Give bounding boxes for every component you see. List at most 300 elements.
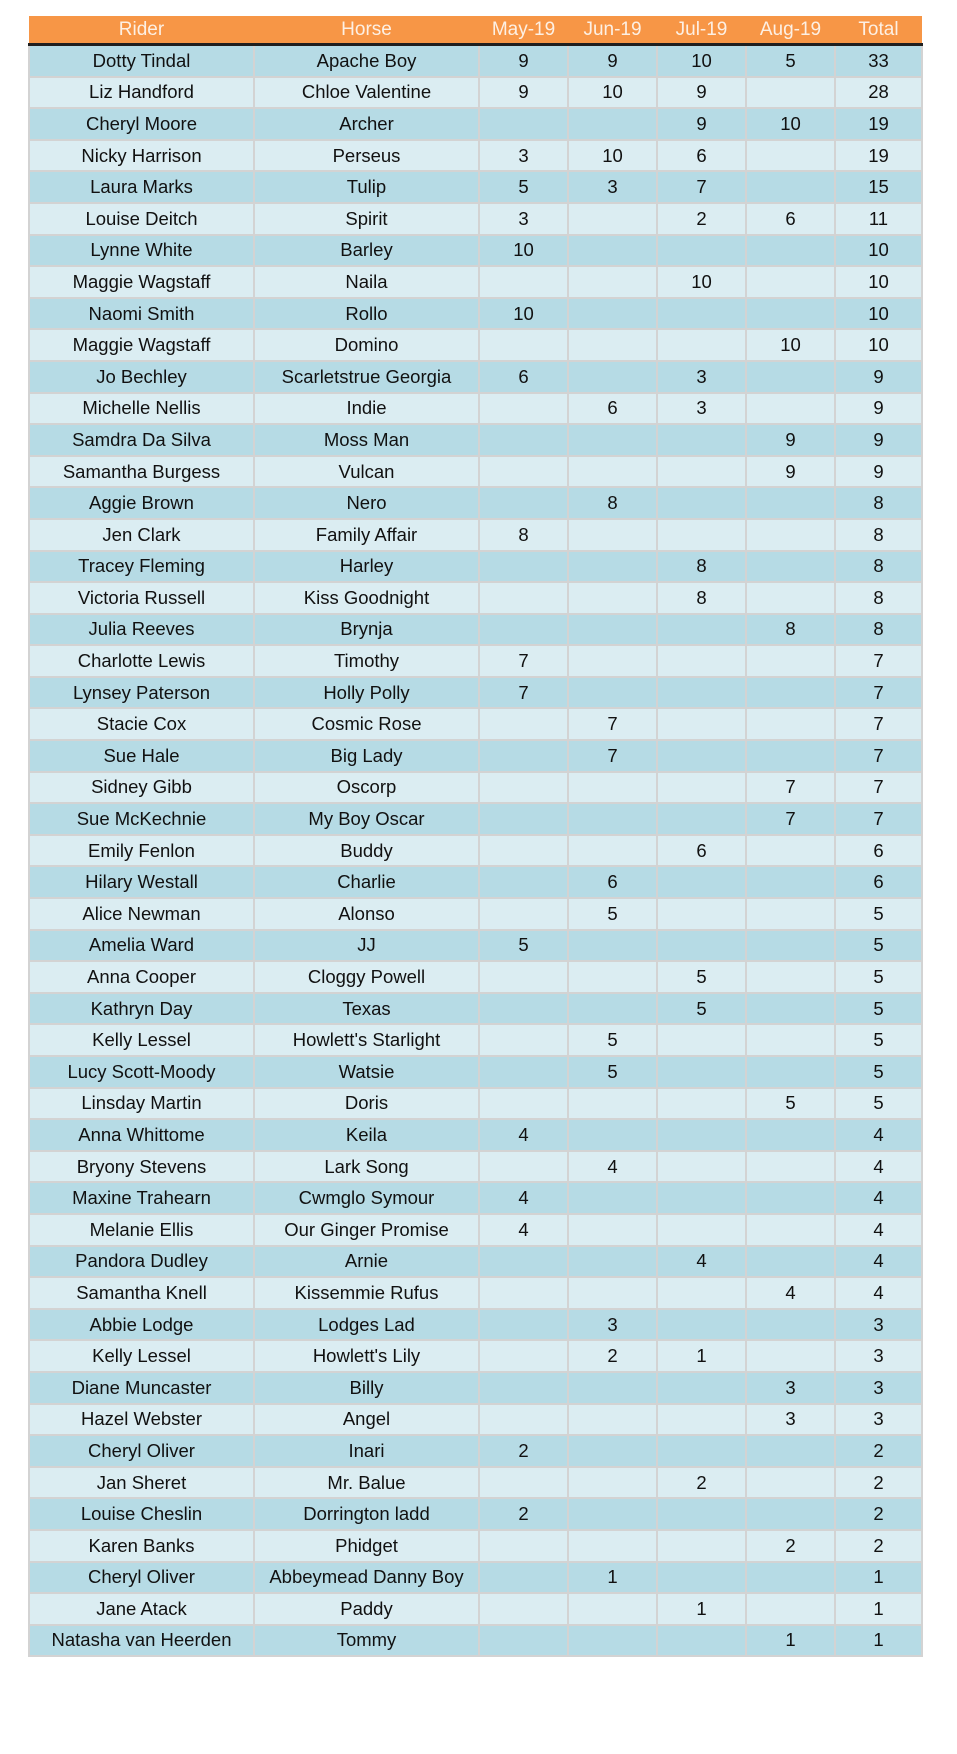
table-row: [29, 1214, 922, 1246]
may-19-cell: [479, 424, 568, 456]
total-cell: 7: [835, 677, 922, 709]
jul-19-cell: [657, 1498, 746, 1530]
aug-19-cell: [746, 1593, 835, 1625]
table-row: [29, 551, 922, 583]
jun-19-cell: [568, 1625, 657, 1657]
rider-cell: Michelle Nellis: [29, 393, 254, 425]
total-cell: 8: [835, 487, 922, 519]
may-19-cell: 6: [479, 361, 568, 393]
total-cell: 4: [835, 1246, 922, 1278]
rider-cell: Maggie Wagstaff: [29, 329, 254, 361]
total-cell: 5: [835, 930, 922, 962]
jul-19-cell: [657, 235, 746, 267]
rider-cell: Louise Deitch: [29, 203, 254, 235]
total-cell: 19: [835, 108, 922, 140]
total-cell: 7: [835, 803, 922, 835]
horse-cell: Dorrington ladd: [254, 1498, 479, 1530]
table-row: [29, 329, 922, 361]
jul-19-cell: [657, 614, 746, 646]
horse-cell: Kissemmie Rufus: [254, 1277, 479, 1309]
jul-19-cell: 5: [657, 961, 746, 993]
rider-cell: Kathryn Day: [29, 993, 254, 1025]
total-cell: 10: [835, 329, 922, 361]
aug-19-cell: [746, 740, 835, 772]
rider-cell: Liz Handford: [29, 77, 254, 109]
rider-cell: Jane Atack: [29, 1593, 254, 1625]
horse-cell: Vulcan: [254, 456, 479, 488]
aug-19-cell: [746, 77, 835, 109]
jun-19-cell: [568, 772, 657, 804]
jul-19-cell: 9: [657, 77, 746, 109]
may-19-cell: [479, 961, 568, 993]
aug-19-cell: [746, 993, 835, 1025]
jun-19-cell: [568, 582, 657, 614]
may-19-cell: [479, 803, 568, 835]
aug-19-cell: [746, 1562, 835, 1594]
horse-cell: Rollo: [254, 298, 479, 330]
aug-19-cell: [746, 1119, 835, 1151]
jul-19-cell: 10: [657, 45, 746, 77]
jun-19-cell: 7: [568, 708, 657, 740]
table-row: [29, 961, 922, 993]
rider-cell: Laura Marks: [29, 171, 254, 203]
table-row: [29, 108, 922, 140]
rider-cell: Melanie Ellis: [29, 1214, 254, 1246]
jun-19-cell: 8: [568, 487, 657, 519]
rider-cell: Victoria Russell: [29, 582, 254, 614]
jul-19-cell: 1: [657, 1340, 746, 1372]
header-row: [29, 16, 922, 45]
aug-19-cell: [746, 1056, 835, 1088]
aug-19-cell: 7: [746, 803, 835, 835]
may-19-cell: 3: [479, 203, 568, 235]
header-rider: Rider: [29, 16, 254, 45]
jul-19-cell: 10: [657, 266, 746, 298]
rider-cell: Anna Cooper: [29, 961, 254, 993]
horse-cell: Cwmglo Symour: [254, 1182, 479, 1214]
may-19-cell: [479, 1530, 568, 1562]
horse-cell: Kiss Goodnight: [254, 582, 479, 614]
rider-cell: Samantha Knell: [29, 1277, 254, 1309]
horse-cell: Barley: [254, 235, 479, 267]
total-cell: 10: [835, 266, 922, 298]
horse-cell: Cosmic Rose: [254, 708, 479, 740]
jul-19-cell: [657, 329, 746, 361]
aug-19-cell: [746, 1182, 835, 1214]
rider-cell: Stacie Cox: [29, 708, 254, 740]
horse-cell: Oscorp: [254, 772, 479, 804]
jun-19-cell: 3: [568, 1309, 657, 1341]
rider-cell: Karen Banks: [29, 1530, 254, 1562]
horse-cell: Big Lady: [254, 740, 479, 772]
total-cell: 3: [835, 1372, 922, 1404]
rider-cell: Samdra Da Silva: [29, 424, 254, 456]
table-row: [29, 866, 922, 898]
table-row: [29, 772, 922, 804]
horse-cell: Billy: [254, 1372, 479, 1404]
jul-19-cell: [657, 1119, 746, 1151]
table-row: [29, 1372, 922, 1404]
aug-19-cell: [746, 171, 835, 203]
table-row: [29, 171, 922, 203]
may-19-cell: [479, 1467, 568, 1499]
table-row: [29, 1340, 922, 1372]
aug-19-cell: 2: [746, 1530, 835, 1562]
jul-19-cell: [657, 519, 746, 551]
header-may-19: May-19: [479, 16, 568, 45]
may-19-cell: [479, 1340, 568, 1372]
total-cell: 11: [835, 203, 922, 235]
rider-cell: Linsday Martin: [29, 1088, 254, 1120]
table-row: [29, 677, 922, 709]
may-19-cell: 3: [479, 140, 568, 172]
jun-19-cell: [568, 519, 657, 551]
table-row: [29, 393, 922, 425]
horse-cell: Angel: [254, 1404, 479, 1436]
jun-19-cell: 4: [568, 1151, 657, 1183]
jun-19-cell: [568, 677, 657, 709]
jul-19-cell: 8: [657, 551, 746, 583]
may-19-cell: [479, 329, 568, 361]
total-cell: 4: [835, 1214, 922, 1246]
may-19-cell: [479, 993, 568, 1025]
jul-19-cell: [657, 803, 746, 835]
jun-19-cell: [568, 993, 657, 1025]
table-row: [29, 361, 922, 393]
aug-19-cell: 3: [746, 1372, 835, 1404]
may-19-cell: [479, 456, 568, 488]
jul-19-cell: [657, 645, 746, 677]
jul-19-cell: [657, 1309, 746, 1341]
total-cell: 28: [835, 77, 922, 109]
jun-19-cell: [568, 266, 657, 298]
total-cell: 3: [835, 1340, 922, 1372]
jul-19-cell: [657, 424, 746, 456]
horse-cell: Mr. Balue: [254, 1467, 479, 1499]
table-row: [29, 708, 922, 740]
horse-cell: Nero: [254, 487, 479, 519]
total-cell: 2: [835, 1530, 922, 1562]
jul-19-cell: [657, 1277, 746, 1309]
table-row: [29, 740, 922, 772]
jun-19-cell: 10: [568, 140, 657, 172]
aug-19-cell: [746, 835, 835, 867]
horse-cell: Tommy: [254, 1625, 479, 1657]
jun-19-cell: 6: [568, 866, 657, 898]
jul-19-cell: [657, 930, 746, 962]
table-row: [29, 487, 922, 519]
total-cell: 5: [835, 961, 922, 993]
jul-19-cell: [657, 456, 746, 488]
rider-cell: Naomi Smith: [29, 298, 254, 330]
total-cell: 7: [835, 708, 922, 740]
table-row: [29, 424, 922, 456]
jun-19-cell: 10: [568, 77, 657, 109]
jun-19-cell: [568, 803, 657, 835]
rider-cell: Lynne White: [29, 235, 254, 267]
rider-cell: Julia Reeves: [29, 614, 254, 646]
jun-19-cell: [568, 961, 657, 993]
horse-cell: Harley: [254, 551, 479, 583]
horse-cell: Family Affair: [254, 519, 479, 551]
may-19-cell: 4: [479, 1182, 568, 1214]
rider-cell: Kelly Lessel: [29, 1024, 254, 1056]
horse-cell: Cloggy Powell: [254, 961, 479, 993]
jun-19-cell: 3: [568, 171, 657, 203]
aug-19-cell: [746, 645, 835, 677]
total-cell: 4: [835, 1119, 922, 1151]
total-cell: 8: [835, 519, 922, 551]
rider-cell: Lynsey Paterson: [29, 677, 254, 709]
aug-19-cell: [746, 898, 835, 930]
may-19-cell: [479, 866, 568, 898]
aug-19-cell: [746, 708, 835, 740]
aug-19-cell: [746, 551, 835, 583]
aug-19-cell: 5: [746, 1088, 835, 1120]
aug-19-cell: 3: [746, 1404, 835, 1436]
rider-cell: Jo Bechley: [29, 361, 254, 393]
jul-19-cell: 4: [657, 1246, 746, 1278]
jun-19-cell: [568, 424, 657, 456]
may-19-cell: 5: [479, 171, 568, 203]
horse-cell: Spirit: [254, 203, 479, 235]
horse-cell: Texas: [254, 993, 479, 1025]
may-19-cell: 2: [479, 1498, 568, 1530]
horse-cell: Lodges Lad: [254, 1309, 479, 1341]
total-cell: 2: [835, 1435, 922, 1467]
rider-cell: Hazel Webster: [29, 1404, 254, 1436]
may-19-cell: [479, 393, 568, 425]
total-cell: 33: [835, 45, 922, 77]
jun-19-cell: 5: [568, 898, 657, 930]
aug-19-cell: [746, 961, 835, 993]
horse-cell: Domino: [254, 329, 479, 361]
aug-19-cell: [746, 1340, 835, 1372]
aug-19-cell: [746, 266, 835, 298]
table-row: [29, 1593, 922, 1625]
total-cell: 8: [835, 551, 922, 583]
jul-19-cell: 1: [657, 1593, 746, 1625]
table-row: [29, 77, 922, 109]
total-cell: 7: [835, 645, 922, 677]
aug-19-cell: 10: [746, 108, 835, 140]
table-row: [29, 298, 922, 330]
jul-19-cell: [657, 1088, 746, 1120]
total-cell: 6: [835, 835, 922, 867]
rider-cell: Natasha van Heerden: [29, 1625, 254, 1657]
rider-cell: Sue McKechnie: [29, 803, 254, 835]
may-19-cell: [479, 1625, 568, 1657]
total-cell: 10: [835, 298, 922, 330]
rider-cell: Lucy Scott-Moody: [29, 1056, 254, 1088]
rider-cell: Pandora Dudley: [29, 1246, 254, 1278]
may-19-cell: [479, 772, 568, 804]
may-19-cell: 4: [479, 1119, 568, 1151]
aug-19-cell: [746, 235, 835, 267]
may-19-cell: [479, 708, 568, 740]
table-row: [29, 1119, 922, 1151]
jun-19-cell: 5: [568, 1024, 657, 1056]
may-19-cell: [479, 551, 568, 583]
may-19-cell: [479, 835, 568, 867]
jul-19-cell: 6: [657, 140, 746, 172]
jun-19-cell: [568, 1182, 657, 1214]
jul-19-cell: [657, 1024, 746, 1056]
horse-cell: Howlett's Starlight: [254, 1024, 479, 1056]
may-19-cell: 8: [479, 519, 568, 551]
may-19-cell: 9: [479, 77, 568, 109]
jun-19-cell: [568, 1498, 657, 1530]
rider-cell: Alice Newman: [29, 898, 254, 930]
jun-19-cell: [568, 1088, 657, 1120]
jul-19-cell: [657, 1530, 746, 1562]
may-19-cell: 5: [479, 930, 568, 962]
horse-cell: Doris: [254, 1088, 479, 1120]
horse-cell: Holly Polly: [254, 677, 479, 709]
header-aug-19: Aug-19: [746, 16, 835, 45]
may-19-cell: [479, 740, 568, 772]
rider-cell: Diane Muncaster: [29, 1372, 254, 1404]
rider-cell: Aggie Brown: [29, 487, 254, 519]
rider-cell: Tracey Fleming: [29, 551, 254, 583]
horse-cell: My Boy Oscar: [254, 803, 479, 835]
horse-cell: Indie: [254, 393, 479, 425]
header-jul-19: Jul-19: [657, 16, 746, 45]
jun-19-cell: [568, 551, 657, 583]
aug-19-cell: 7: [746, 772, 835, 804]
horse-cell: Apache Boy: [254, 45, 479, 77]
jul-19-cell: [657, 1404, 746, 1436]
may-19-cell: [479, 1562, 568, 1594]
horse-cell: Paddy: [254, 1593, 479, 1625]
jun-19-cell: [568, 645, 657, 677]
total-cell: 9: [835, 361, 922, 393]
jun-19-cell: [568, 456, 657, 488]
horse-cell: Naila: [254, 266, 479, 298]
jun-19-cell: [568, 1467, 657, 1499]
rider-cell: Jan Sheret: [29, 1467, 254, 1499]
jul-19-cell: 7: [657, 171, 746, 203]
horse-cell: Buddy: [254, 835, 479, 867]
jun-19-cell: [568, 298, 657, 330]
table-row: [29, 456, 922, 488]
jul-19-cell: [657, 1562, 746, 1594]
may-19-cell: [479, 1309, 568, 1341]
aug-19-cell: [746, 1024, 835, 1056]
aug-19-cell: [746, 519, 835, 551]
horse-cell: Charlie: [254, 866, 479, 898]
jul-19-cell: 8: [657, 582, 746, 614]
rider-cell: Samantha Burgess: [29, 456, 254, 488]
rider-cell: Kelly Lessel: [29, 1340, 254, 1372]
jun-19-cell: [568, 361, 657, 393]
horse-cell: Tulip: [254, 171, 479, 203]
table-row: [29, 1088, 922, 1120]
total-cell: 4: [835, 1277, 922, 1309]
jul-19-cell: [657, 898, 746, 930]
jul-19-cell: [657, 1625, 746, 1657]
header-total: Total: [835, 16, 922, 45]
horse-cell: Brynja: [254, 614, 479, 646]
jun-19-cell: 2: [568, 1340, 657, 1372]
horse-cell: JJ: [254, 930, 479, 962]
total-cell: 8: [835, 582, 922, 614]
aug-19-cell: [746, 487, 835, 519]
may-19-cell: [479, 1593, 568, 1625]
jul-19-cell: [657, 866, 746, 898]
may-19-cell: [479, 108, 568, 140]
header-jun-19: Jun-19: [568, 16, 657, 45]
jun-19-cell: [568, 1277, 657, 1309]
jun-19-cell: [568, 1246, 657, 1278]
rider-cell: Emily Fenlon: [29, 835, 254, 867]
aug-19-cell: 10: [746, 329, 835, 361]
rider-cell: Amelia Ward: [29, 930, 254, 962]
jul-19-cell: 3: [657, 361, 746, 393]
horse-cell: Scarletstrue Georgia: [254, 361, 479, 393]
table-row: [29, 645, 922, 677]
aug-19-cell: [746, 298, 835, 330]
jul-19-cell: 2: [657, 1467, 746, 1499]
table-row: [29, 835, 922, 867]
total-cell: 8: [835, 614, 922, 646]
aug-19-cell: [746, 1151, 835, 1183]
total-cell: 6: [835, 866, 922, 898]
jul-19-cell: 6: [657, 835, 746, 867]
aug-19-cell: 1: [746, 1625, 835, 1657]
table-row: [29, 1151, 922, 1183]
aug-19-cell: [746, 1498, 835, 1530]
jun-19-cell: 6: [568, 393, 657, 425]
jun-19-cell: [568, 1119, 657, 1151]
table-row: [29, 993, 922, 1025]
may-19-cell: [479, 1151, 568, 1183]
table-row: [29, 803, 922, 835]
jun-19-cell: [568, 835, 657, 867]
header-horse: Horse: [254, 16, 479, 45]
horse-cell: Alonso: [254, 898, 479, 930]
jun-19-cell: [568, 1593, 657, 1625]
may-19-cell: 7: [479, 677, 568, 709]
table-row: [29, 1498, 922, 1530]
aug-19-cell: [746, 361, 835, 393]
total-cell: 7: [835, 772, 922, 804]
table-row: [29, 1182, 922, 1214]
may-19-cell: [479, 1404, 568, 1436]
may-19-cell: 2: [479, 1435, 568, 1467]
jul-19-cell: [657, 1214, 746, 1246]
jul-19-cell: [657, 1151, 746, 1183]
jul-19-cell: [657, 677, 746, 709]
total-cell: 5: [835, 1088, 922, 1120]
table-header: [29, 16, 922, 45]
jul-19-cell: [657, 487, 746, 519]
table-row: [29, 1467, 922, 1499]
jun-19-cell: [568, 930, 657, 962]
may-19-cell: [479, 1277, 568, 1309]
aug-19-cell: [746, 1214, 835, 1246]
aug-19-cell: [746, 677, 835, 709]
table-row: [29, 519, 922, 551]
horse-cell: Moss Man: [254, 424, 479, 456]
jun-19-cell: 7: [568, 740, 657, 772]
aug-19-cell: 8: [746, 614, 835, 646]
jun-19-cell: [568, 1404, 657, 1436]
total-cell: 3: [835, 1404, 922, 1436]
table-row: [29, 1562, 922, 1594]
table-row: [29, 1625, 922, 1657]
aug-19-cell: 9: [746, 456, 835, 488]
